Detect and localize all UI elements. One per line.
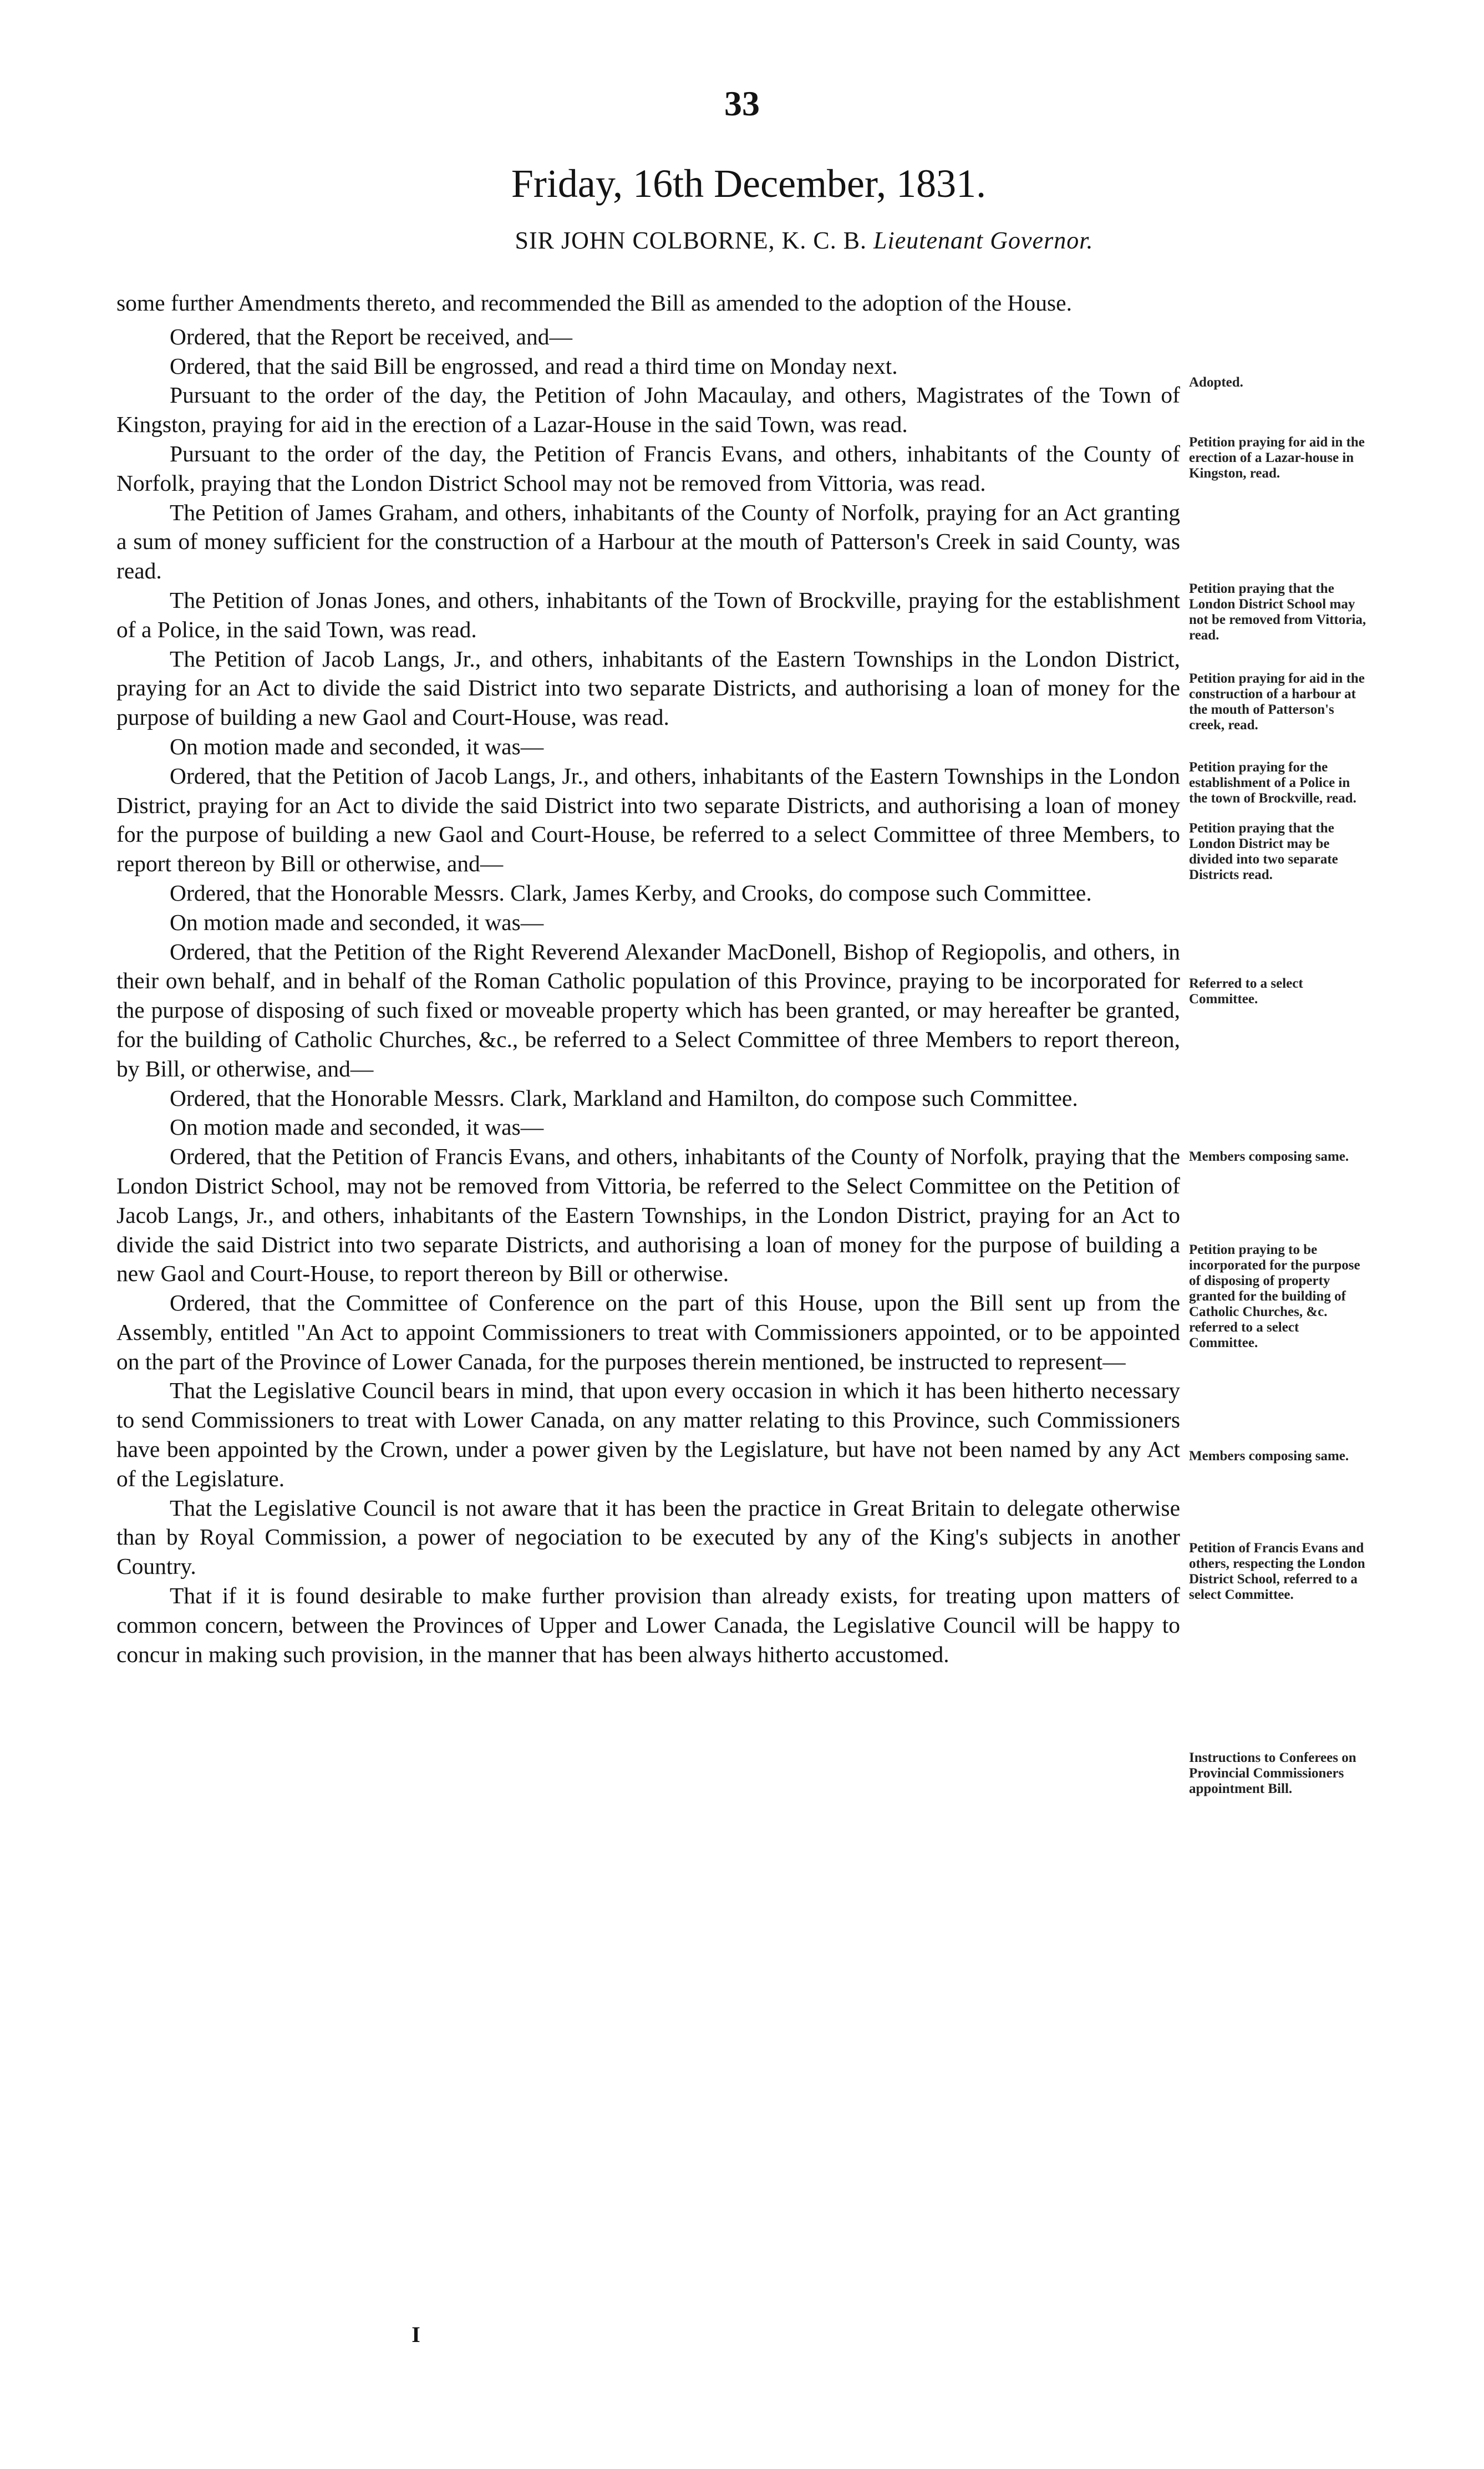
paragraph-macaulay-petition: Pursuant to the order of the day, the Petition of John Macaulay, and others, Magistrates of the Town of Kingston, praying for aid in the erection of a Lazar-House in the said Town, was read. bbox=[116, 382, 1180, 438]
page-number: 33 bbox=[724, 84, 760, 123]
paragraph-motion: On motion made and seconded, it was— bbox=[170, 1114, 544, 1140]
paragraph-jones-petition: The Petition of Jonas Jones, and others, inhabitants of the Town of Brockville, praying for the establishment of a Police, in the said Town, was read. bbox=[116, 587, 1180, 642]
margin-note-london-school: Petition praying that the London District School may not be removed from Vittoria, read. bbox=[1189, 581, 1366, 643]
paragraph-committee-members: Ordered, that the Honorable Messrs. Clark, Markland and Hamilton, do compose such Committee. bbox=[170, 1085, 1078, 1111]
margin-note-lazar-house: Petition praying for aid in the erection of a Lazar-house in Kingston, read. bbox=[1189, 435, 1365, 481]
governor-line bbox=[277, 226, 1331, 255]
margin-note-adopted: Adopted. bbox=[1189, 375, 1243, 390]
paragraph-continuation: some further Amendments thereto, and recommended the Bill as amended to the adoption of the House. bbox=[116, 290, 1072, 316]
paragraph-bill-engrossed: Ordered, that the said Bill be engrossed, and read a third time on Monday next. bbox=[170, 353, 898, 379]
margin-note-catholic-churches: Petition praying to be incorporated for the purpose of disposing of property granted for the building of Catholic Churches, &c. referred to a select Committee. bbox=[1189, 1242, 1360, 1350]
margin-note-harbour: Petition praying for aid in the construction of a harbour at the mouth of Patterson's creek, read. bbox=[1189, 671, 1365, 733]
margin-note-members: Members composing same. bbox=[1189, 1449, 1349, 1464]
paragraph-langs-petition: The Petition of Jacob Langs, Jr., and others, inhabitants of the Eastern Townships in the London District, praying for an Act to divide the said District into two separate Districts, and authorising a loan of money for the purpose of building a new Gaol and Court-House, was read. bbox=[116, 646, 1180, 730]
margin-note-brockville-police: Petition praying for the establishment of a Police in the town of Brockville, read. bbox=[1189, 760, 1356, 806]
signature-mark: I bbox=[411, 2322, 420, 2347]
governor-title: Lieutenant Governor. bbox=[873, 227, 1094, 254]
paragraph-conference-instructions: Ordered, that the Committee of Conference on the part of this House, upon the Bill sent up from the Assembly, entitled "An Act to appoint Commissioners to treat with Commissioners appointed, or to be appointed on the part of the Province of Lower Canada, for the purposes therein mentioned, be instructed to represent— bbox=[116, 1290, 1180, 1374]
paragraph-further-provision: That if it is found desirable to make further provision than already exists, for treating upon matters of common concern, between the Provinces of Upper and Lower Canada, the Legislative Council will be happy to concur in making such provision, in the manner that has been always hitherto accustomed. bbox=[116, 1583, 1180, 1667]
paragraph-langs-referral: Ordered, that the Petition of Jacob Langs, Jr., and others, inhabitants of the Eastern Townships in the London District, praying for an Act to divide the said District into two separate Districts, and authorising a loan of money for the purpose of building a new Gaol and Court-House, be referred to a select Committee of three Members, to report thereon by Bill or otherwise, and— bbox=[116, 763, 1180, 877]
paragraph-macdonell-referral: Ordered, that the Petition of the Right Reverend Alexander MacDonell, Bishop of Regiopolis, and others, in their own behalf, and in behalf of the Roman Catholic population of this Province, praying to be incorporated for the purpose of disposing of such fixed or moveable property which has been granted, or may hereafter be granted, for the building of Catholic Churches, &c., be referred to a Select Committee of three Members to report thereon, by Bill, or otherwise, and— bbox=[116, 938, 1180, 1081]
paragraph-motion: On motion made and seconded, it was— bbox=[170, 733, 544, 759]
margin-note-evans-referral: Petition of Francis Evans and others, respecting the London District School, referred to a select Committee. bbox=[1189, 1541, 1365, 1602]
governor-name: SIR JOHN COLBORNE, K. C. B. bbox=[515, 227, 867, 254]
paragraph-graham-petition: The Petition of James Graham, and others, inhabitants of the County of Norfolk, praying for an Act granting a sum of money sufficient for the construction of a Harbour at the mouth of Patterson's Creek in said County, was read. bbox=[116, 499, 1180, 584]
margin-note-members: Members composing same. bbox=[1189, 1149, 1349, 1164]
date-heading: Friday, 16th December, 1831. bbox=[511, 161, 987, 206]
margin-note-conference-instructions: Instructions to Conferees on Provincial Commissioners appointment Bill. bbox=[1189, 1750, 1356, 1796]
margin-note-district-division: Petition praying that the London District may be divided into two separate Districts read. bbox=[1189, 821, 1338, 882]
paragraph-evans-petition: Pursuant to the order of the day, the Petition of Francis Evans, and others, inhabitants of the County of Norfolk, praying that the London District School may not be removed from Vittoria, was read. bbox=[116, 440, 1180, 496]
paragraph-motion: On motion made and seconded, it was— bbox=[170, 909, 544, 935]
body-text bbox=[116, 288, 1180, 1669]
paragraph-evans-referral: Ordered, that the Petition of Francis Evans, and others, inhabitants of the County of Norfolk, praying that the London District School, may not be removed from Vittoria, be referred to the Select Committee on the Petition of Jacob Langs, Jr., and others, inhabitants of the Eastern Townships, in the London District, praying for an Act to divide the said District into two separate Districts, and authorising a loan of money for the purpose of building a new Gaol and Court-House, to report thereon by Bill or otherwise. bbox=[116, 1144, 1180, 1287]
paragraph-council-memory: That the Legislative Council bears in mind, that upon every occasion in which it has been hitherto necessary to send Commissioners to treat with Lower Canada, on any matter relating to this Province, such Commissioners have been appointed by the Crown, under a power given by the Legislature, but have not been named by any Act of the Legislature. bbox=[116, 1378, 1180, 1491]
paragraph-report-received: Ordered, that the Report be received, and— bbox=[170, 323, 572, 349]
paragraph-royal-commission: That the Legislative Council is not aware that it has been the practice in Great Britain to delegate otherwise than by Royal Commission, a power of negociation to be executed by any of the King's subjects in another Country. bbox=[116, 1495, 1180, 1579]
margin-note-select-committee: Referred to a select Committee. bbox=[1189, 976, 1303, 1007]
paragraph-committee-members: Ordered, that the Honorable Messrs. Clark, James Kerby, and Crooks, do compose such Committee. bbox=[170, 880, 1092, 906]
